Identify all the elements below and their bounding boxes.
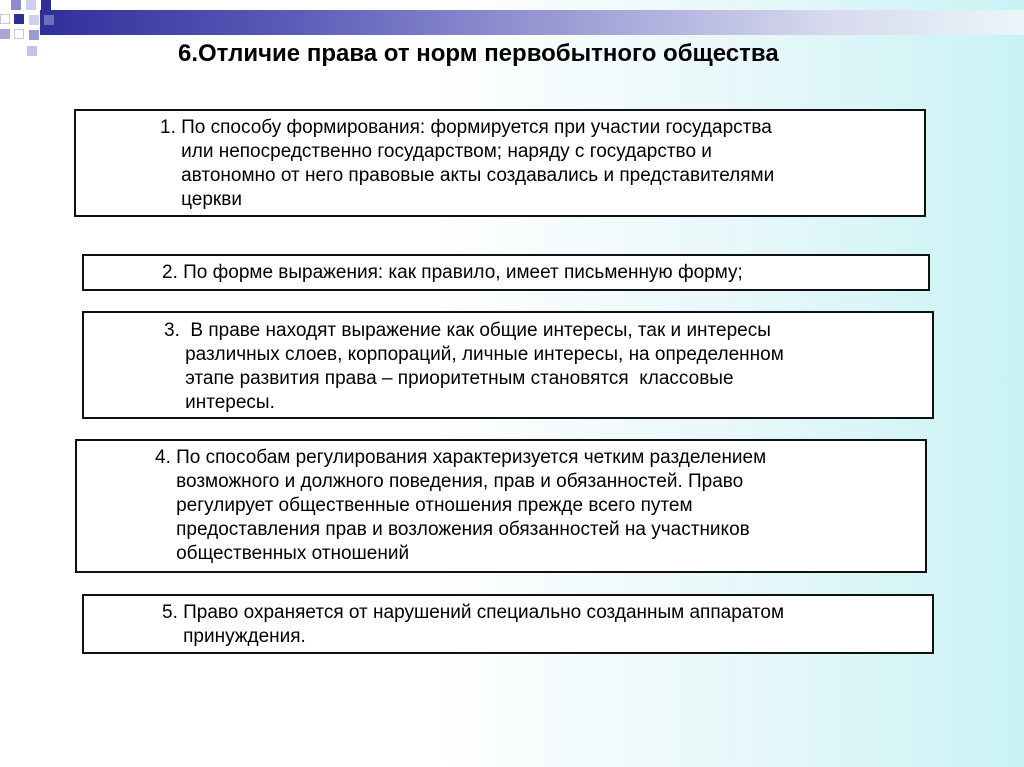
- item-3-line-4: интересы.: [164, 392, 275, 413]
- item-4-line-4: предоставления прав и возложения обязанностей на участников: [155, 519, 750, 540]
- item-1-line-2: или непосредственно государством; наряду с государство и: [160, 141, 712, 162]
- item-4-line-1: 4. По способам регулирования характеризуется четким разделением: [155, 447, 767, 468]
- item-4-line-3: регулирует общественные отношения прежде всего путем: [155, 495, 693, 516]
- item-2-line-1: 2. По форме выражения: как правило, имеет письменную форму;: [162, 262, 743, 283]
- item-5-line-1: 5. Право охраняется от нарушений специально созданным аппаратом: [162, 602, 785, 623]
- item-3-line-2: различных слоев, корпораций, личные интересы, на определенном: [164, 344, 784, 365]
- item-4-line-2: возможного и должного поведения, прав и обязанностей. Право: [155, 471, 744, 492]
- item-3-line-1: 3. В праве находят выражение как общие интересы, так и интересы: [164, 320, 771, 341]
- item-1-line-3: автономно от него правовые акты создавались и представителями: [160, 165, 775, 186]
- item-box-5: [82, 594, 934, 654]
- header-gradient-bar: [40, 10, 1024, 35]
- item-1-line-4: церкви: [160, 189, 242, 210]
- item-5-line-2: принуждения.: [162, 626, 306, 647]
- slide-title: 6.Отличие права от норм первобытного общества: [178, 40, 779, 67]
- item-4-line-5: общественных отношений: [155, 543, 410, 564]
- item-3-line-3: этапе развития права – приоритетным становятся классовые: [164, 368, 734, 389]
- item-box-4: [75, 439, 927, 573]
- item-box-3: [82, 311, 934, 419]
- item-1-line-1: 1. По способу формирования: формируется при участии государства: [160, 117, 772, 138]
- item-box-2: [82, 254, 930, 291]
- item-box-1: [74, 109, 926, 217]
